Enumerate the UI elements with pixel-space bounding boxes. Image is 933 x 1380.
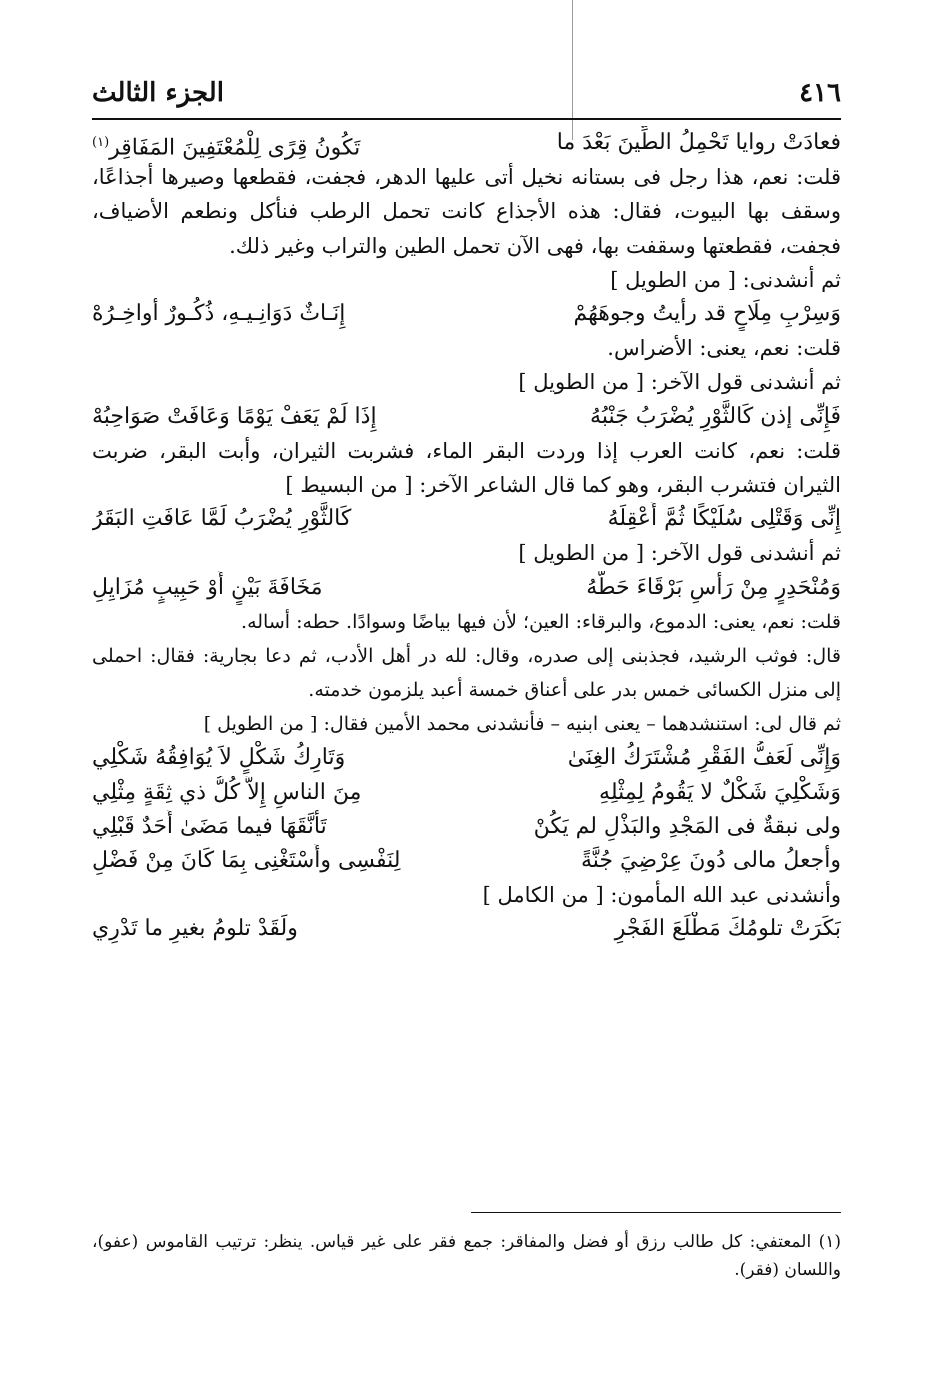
verse-intro: ثم أنشدنى قول الآخر: [ من الطويل ] [518,541,841,566]
verse-hemistich: مَخَافَةَ بَيْنٍ أَوْ حَبِيبٍ مُزَايِلِ [92,574,323,600]
verse-3 [92,400,841,434]
verse-hemistich: تَكُونُ قِرًى لِلْمُعْتَفِينَ المَفَاقِرِ$^{(١)}$ [92,135,361,161]
footnote-1: (١) المعتفي: كل طالب رزق أو فضل والمفاقر: جمع فقر على غير قياس. ينظر: ترتيب القاموس (عفو)، واللسان (فقر). [92,1232,841,1280]
verse-hemistich: وَإِنِّى لَعَفُّ الفَقْرِ مُشْتَرَكُ الغِنَىٰ [567,745,841,771]
header-rule [92,118,841,120]
verse-5 [92,571,841,605]
page-header [92,70,841,116]
verse-intro: وأنشدنى عبد الله المأمون: [ من الكامل ] [482,883,841,908]
verse-hemistich: إِنِّى وَقَتْلِى سُلَيْكًا ثُمَّ أَعْقِلَهُ [607,506,841,532]
verse-intro: ثم أنشدنى قول الآخر: [ من الطويل ] [518,370,841,395]
verse-7b [92,776,841,810]
verse-hemistich: ولَقَدْ تلومُ بغيرِ ما تَدْرِي [92,916,298,942]
verse-1 [92,126,841,160]
part-title: الجزء الثالث [92,78,224,108]
verse-hemistich: تَأَنَّقَهَا فيما مَضَىٰ أَحَدٌ قَبْلِي [92,813,327,839]
verse-hemistich: إِذَا لَمْ يَعَفْ يَوْمًا وَعَافَتْ صَوَاحِبُهْ [92,403,377,429]
footnotes [92,1228,841,1284]
page-number: ٤١٦ [799,78,841,108]
verse-hemistich: وأجعلُ مالى دُونَ عِرْضِيَ جُنَّةً [580,848,841,874]
paragraph: قلت: نعم، يعنى: الدموع، والبرقاء: العين؛ لأن فيها بياضًا وسوادًا. حطه: أساله. [241,610,841,633]
verse-4 [92,502,841,536]
verse-intro: ثم أنشدنى: [ من الطويل ] [610,267,841,292]
paragraph: قال: فوثب الرشيد، فجذبنى إلى صدره، وقال: لله در أهل الأدب، ثم دعا بجارية: فقال: احملى إلى منزل الكسائى خمس بدر على أعناق خمسة أعبد يلزمون خدمته. [92,644,841,702]
footnote-marker: (١) [92,135,110,150]
verse-8 [92,912,841,946]
verse-hemistich: إِنَـاثٌ دَوَانِـيـهِ، ذُكُـورٌ أواخِـرُهْ [92,300,346,326]
verse-hemistich: وَسِرْبِ مِلَاحٍ قد رأيتُ وجوهَهُمْ [573,300,841,326]
verse-hemistich: وَمُنْحَدِرٍ مِنْ رَأْسِ بَرْقَاءَ حَطَّهُ [586,574,841,600]
verse-2 [92,297,841,331]
verse-hemistich: لِنَفْسِى وأَسْتَغْنِى بِمَا كَانَ مِنْ فَضْلِ [92,848,401,874]
verse-hemistich: وَتَارِكُ شَكْلٍ لاَ يُوَافِقُهُ شَكْلِي [92,745,346,771]
paragraph: قلت: نعم، كانت العرب إذا وردت البقر الماء، فشربت الثيران، وأبت البقر، ضربت الثيران فتشرب البقر، وهو كما قال الشاعر الآخر: [ من البسيط ] [92,438,841,497]
verse-hemistich: بَكَرَتْ تلومُكَ مَطْلَعَ الفَجْرِ [614,916,841,942]
verse-7a [92,741,841,775]
verse-hemistich: ولى نبقةٌ فى المَجْدِ والبَذْلِ لم يَكُنْ [533,813,841,839]
verse-hemistich: كَالثَّوْرِ يُضْرَبُ لَمَّا عَافَتِ البَقَرُ [92,506,352,532]
verse-intro: ثم قال لى: استنشدهما – يعنى ابنيه – فأنشدنى محمد الأمين فقال: [ من الطويل ] [203,713,841,736]
main-text [92,126,841,947]
verse-7d [92,844,841,878]
verse-hemistich: فعادَتْ روايا تَحْمِلُ الطِّينَ بَعْدَ ما [556,130,841,155]
verse-hemistich: وَشَكْلِيَ شَكْلٌ لا يَقُومُ لِمِثْلِهِ [599,779,841,805]
paragraph: قلت: نعم، يعنى: الأضراس. [607,336,841,361]
verse-7c [92,810,841,844]
verse-hemistich: مِنَ الناسِ إِلاَّ كُلُّ ذي ثِقَةٍ مِثْلِي [92,779,362,805]
verse-hemistich: فَإِنِّى إذن كَالثَّوْرِ يُضْرَبُ جَنْبُهُ [590,403,841,429]
footnote-rule [471,1212,841,1213]
paragraph: قلت: نعم، هذا رجل فى بستانه نخيل أتى عليها الدهر، فجفت، فقطعها وصيرها أجذاعًا، وسقف بها البيوت، فقال: هذه الأجذاع كانت تحمل الرطب فنأكل ونطعم الأضياف، فجفت، فقطعتها وسقفت بها، فهى الآن تحمل الطين والتراب وغير ذلك. [92,165,841,258]
